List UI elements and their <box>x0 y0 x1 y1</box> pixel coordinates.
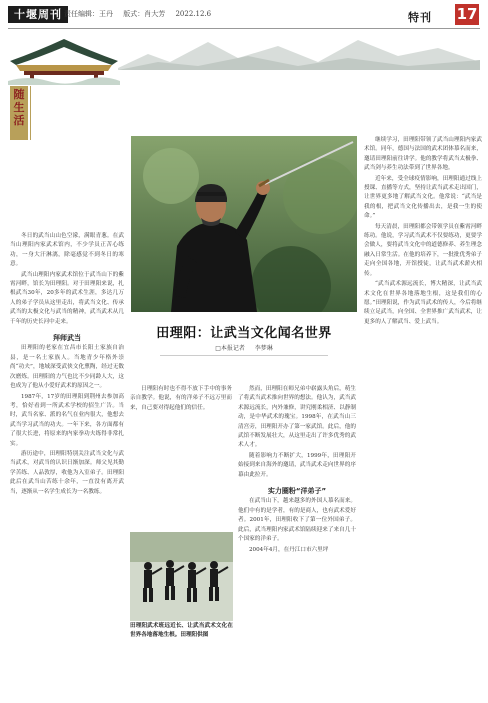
editor-credits <box>64 9 219 19</box>
editor-name: 责任编辑：王丹 <box>64 10 113 18</box>
section-title: 特刊 <box>408 11 432 24</box>
paragraph: 继续学习，田理阳带领了武当山理阳内家武术馆。同年，德国与法国的武术团体慕名而来，邀请田理阳前往讲学。他的教学将武当太极拳、武当剑与养生功法带到了世界各地。 <box>364 137 482 172</box>
sub-heading: 拜师武当 <box>53 334 81 343</box>
sub-heading: 实力圈粉“洋弟子” <box>267 487 327 496</box>
left-text-column <box>10 232 124 498</box>
paragraph: 游历途中，田理阳特别关注武当文化与武当武术，对武当的认识日渐加深。师父见其勤学苦练、人品敦厚，收他为入室弟子。田理阳此后在武当山苦练十余年，一直没有离开武当，逐渐从一名学生成长为一名教练。 <box>10 450 124 495</box>
right-text-column <box>364 136 482 328</box>
byline <box>131 343 357 352</box>
page-number: 17 <box>456 5 478 23</box>
photo-caption: 田理阳武术班远近长、让武当武术文化在世界各地落地生根。田理阳供图 <box>130 623 233 639</box>
temple-roof-illustration <box>8 31 120 85</box>
group-training-image <box>130 532 233 621</box>
mountain-illustration <box>118 32 480 70</box>
group-photo <box>130 532 233 621</box>
paragraph: 随着影响力不断扩大，1999年，田理阳开始接到来自海外的邀请，武当武术走向世界的序幕由此拉开。 <box>238 452 356 478</box>
header-rule <box>8 28 480 29</box>
headline-rule <box>160 355 328 356</box>
masthead: 十堰周刊 <box>8 6 68 23</box>
martial-artist-sword-image <box>131 136 357 312</box>
middle-text-column <box>238 385 356 556</box>
paragraph: 2004年4月，在丹江口市六里坪 <box>249 546 329 553</box>
column-tag-rule <box>30 86 31 140</box>
paragraph: 1987年，17岁的田理阳到荆州去参加高考，恰好看到一所武术学校的招生广告。当时，武当名家、派的名气在业内很大，他想去武当学习武当的功夫。一年下来，各方面都有了很大长进，将原来的内家拳功夫练得非常扎实。 <box>10 393 124 447</box>
paragraph: 然而，田理阳在师兄弟中崭露头角后，萌生了将武当武术推向世界的想法。他认为，武当武术源远流长，内外兼修，讲究刚柔相济、以静制动，是中华武术的瑰宝。1998年，在武当山三清宫旁，田理阳开办了第一家武馆。此后，他的武馆不断发展壮大，从这里走出了许多优秀的武术人才。 <box>238 386 356 449</box>
page-header <box>0 0 488 30</box>
paragraph: 日理阳有时也不得不放下手中的事务亲自教学。他说，有的洋弟子不远万里而来，自己要对得起他们的信任。 <box>130 386 232 411</box>
designer-name: 版式：肖大芳 <box>123 10 166 18</box>
article-title: 田理阳：让武当文化闻名世界 <box>156 326 332 341</box>
paragraph: 冬日的武当山山色空濛，满眼青葱。在武当山理阳内家武术馆内，不少学员正苦心练功，一身大汗淋漓，除毫感觉不到冬日的寒意。 <box>10 233 124 268</box>
paragraph: 在武当山下，越来越多的外国人慕名而来。他们中有的是学者，有的是商人，也有武术爱好者。2001年，田理阳收下了第一位外国弟子。此后，武当理阳内家武术馆陆续迎来了来自几十个国家的洋弟子。 <box>238 498 356 543</box>
issue-date: 2022.12.6 <box>175 10 212 18</box>
byline-label: □本报记者 <box>215 345 245 352</box>
byline-author: 李梦琳 <box>254 345 273 352</box>
paragraph: 武当山理阳内家武术馆位于武当山下的紫霄河畔，馆长为田理阳。对于田理阳来说，扎根武当30年，20多年的武术生涯，多达几万人的弟子学员从这里走出，将武当文化、传承武当的太极文化与武当的精神，武当武术从几千年的历史长河中走来。 <box>10 271 124 325</box>
paragraph: 近年来，受全球疫情影响，田理阳通过线上授课、直播等方式，坚持让武当武术走出国门，让世界更多地了解武当文化。他常说：“武当是我的根，把武当文化传播出去，是我一生的使命。” <box>364 175 482 220</box>
paragraph: “武当武术源远流长，博大精深，让武当武术文化在世界各地落地生根，这是我们的心愿。”田理阳说，作为武当武术的传人，今后将继续立足武当，向全国、全世界推广武当武术，让更多的人了解武当、爱上武当。 <box>364 281 482 325</box>
column-tag: 随生活 <box>10 86 28 140</box>
middle-left-text-column <box>130 385 232 414</box>
main-photo <box>131 136 357 312</box>
paragraph: 田理阳的老家在宜昌市长阳土家族自治县，是一名土家族人。当地青少年格外崇尚“功夫”，地域深受武侠文化熏陶，经过无数次磨炼。田理阳的力气也比不少同龄人大，这也成为了他从小爱好武术的原因之一。 <box>10 345 124 390</box>
paragraph: 每天清晨，田理阳都会带领学员在紫霄河畔练功。他说，学习武当武术不仅要练功，更要学会做人，要将武当文化中的道德修养、养生理念融入日常生活。在他的培养下，一批批优秀弟子走向全国各地，开馆授徒，让武当武术薪火相传。 <box>364 223 482 277</box>
